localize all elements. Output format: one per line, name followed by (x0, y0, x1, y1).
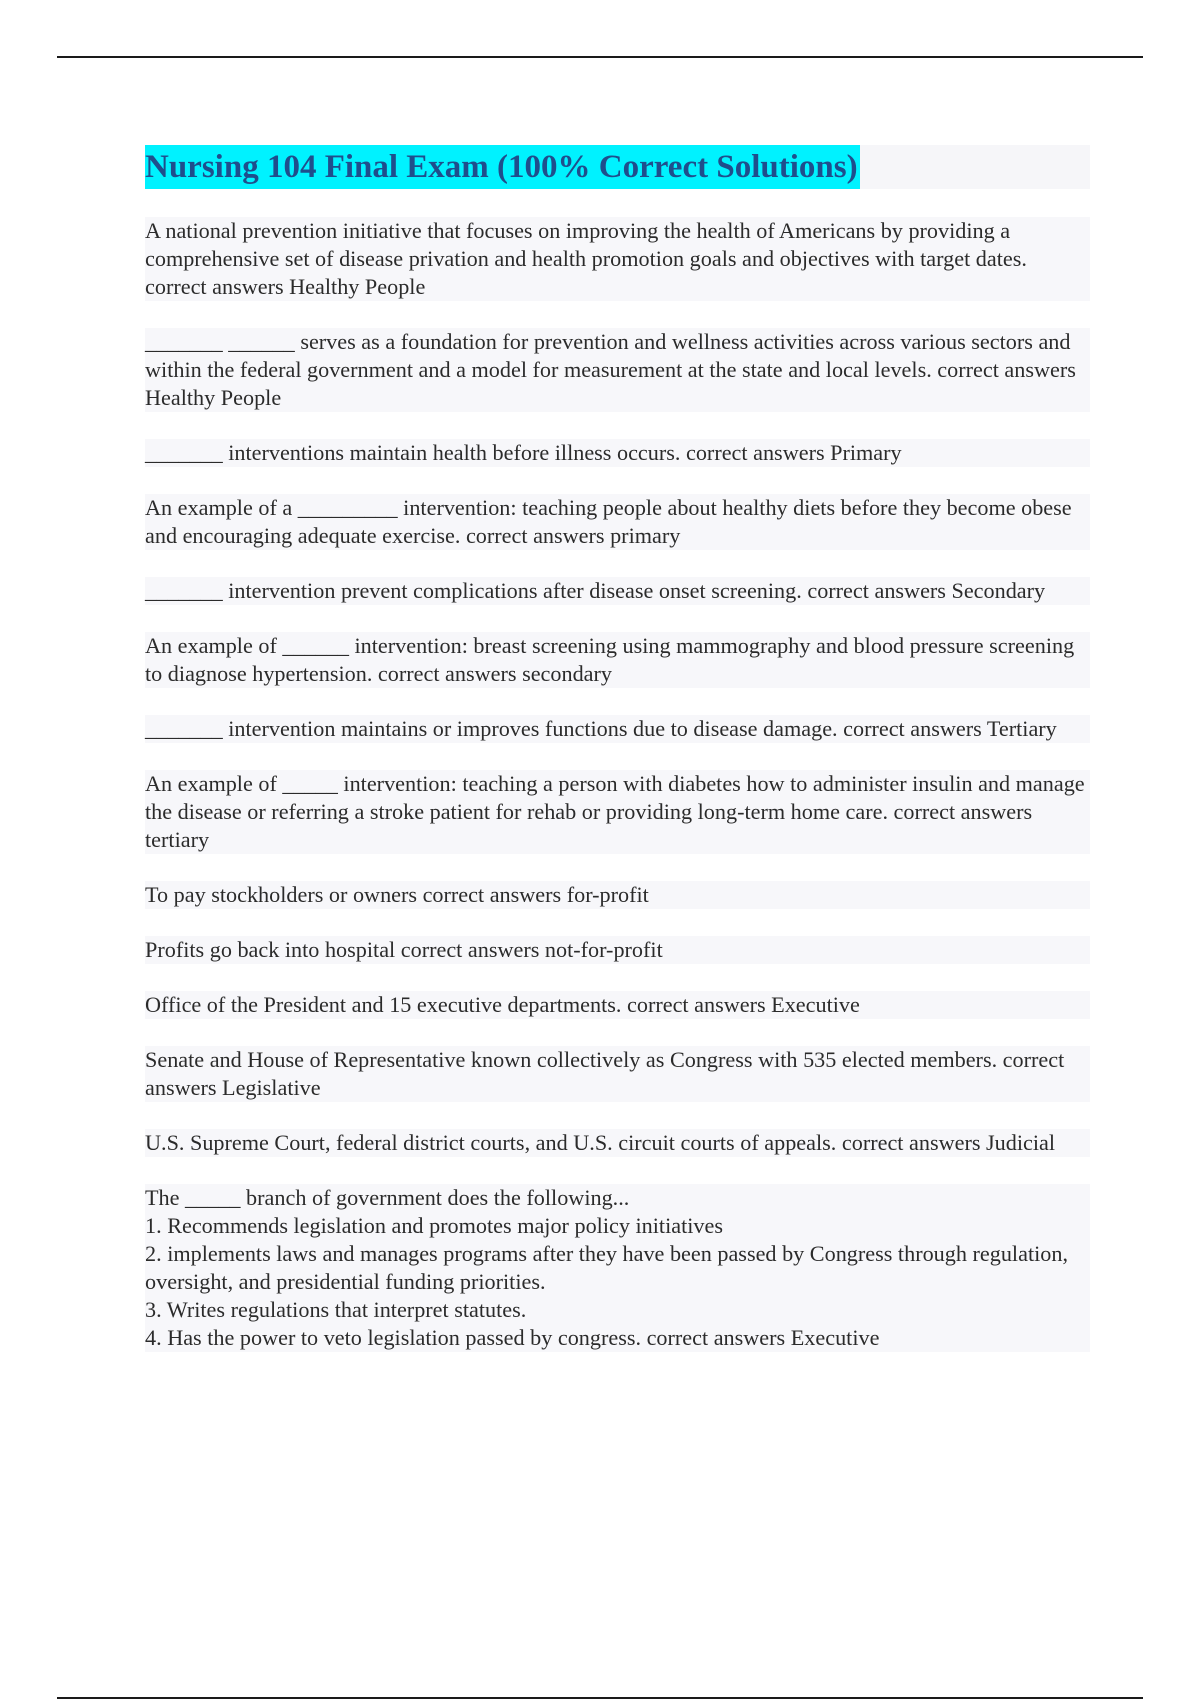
qa-entry: _______ interventions maintain health before illness occurs. correct answers Primary (145, 439, 1090, 467)
title-row (145, 145, 1090, 189)
qa-entry: U.S. Supreme Court, federal district courts, and U.S. circuit courts of appeals. correct answers Judicial (145, 1129, 1090, 1157)
qa-entry: Senate and House of Representative known collectively as Congress with 535 elected members. correct answers Legislative (145, 1046, 1090, 1102)
header-rule (57, 56, 1143, 58)
qa-entry: An example of a _________ intervention: teaching people about healthy diets before they become obese and encouraging adequate exercise. correct answers primary (145, 494, 1090, 550)
qa-entry: To pay stockholders or owners correct answers for-profit (145, 881, 1090, 909)
qa-entry: _______ intervention prevent complications after disease onset screening. correct answers Secondary (145, 577, 1090, 605)
qa-entry: Office of the President and 15 executive departments. correct answers Executive (145, 991, 1090, 1019)
footer-rule (57, 1697, 1143, 1699)
qa-entry: An example of ______ intervention: breast screening using mammography and blood pressure screening to diagnose hypertension. correct answers secondary (145, 632, 1090, 688)
qa-entry: A national prevention initiative that focuses on improving the health of Americans by providing a comprehensive set of disease privation and health promotion goals and objectives with target dates. correct answers Healthy People (145, 217, 1090, 301)
qa-entry: _______ intervention maintains or improves functions due to disease damage. correct answers Tertiary (145, 715, 1090, 743)
qa-entry: An example of _____ intervention: teaching a person with diabetes how to administer insulin and manage the disease or referring a stroke patient for rehab or providing long-term home care. correct answers tertiary (145, 770, 1090, 854)
document-title: Nursing 104 Final Exam (100% Correct Solutions) (145, 145, 860, 189)
qa-entry: Profits go back into hospital correct answers not-for-profit (145, 936, 1090, 964)
qa-entry: The _____ branch of government does the following... 1. Recommends legislation and promotes major policy initiatives 2. implements laws and manages programs after they have been passed by Congress through regulation, oversight, and presidential funding priorities. 3. Writes regulations that interpret statutes. 4. Has the power to veto legislation passed by congress. correct answers Executive (145, 1184, 1090, 1352)
qa-entry: _______ ______ serves as a foundation for prevention and wellness activities across various sectors and within the federal government and a model for measurement at the state and local levels. correct answers Healthy People (145, 328, 1090, 412)
document-body (145, 145, 1090, 1379)
